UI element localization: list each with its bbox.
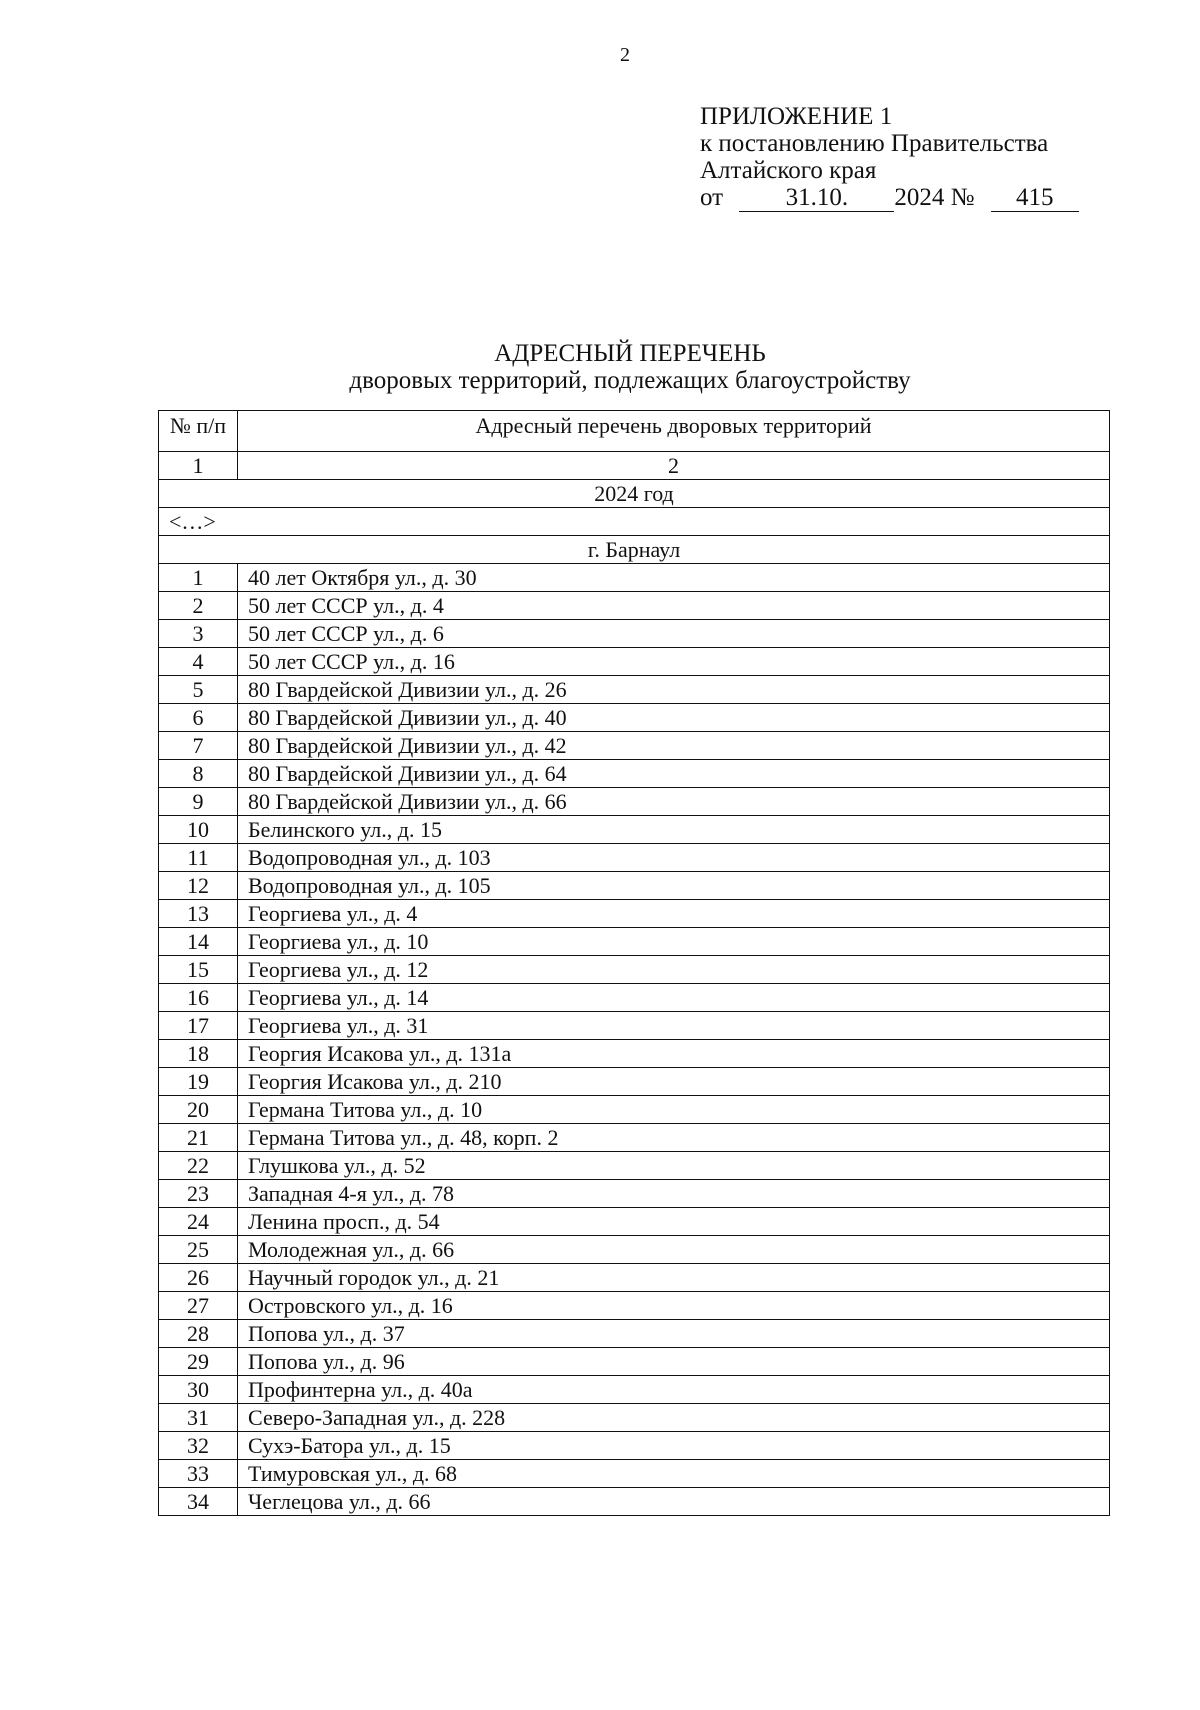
row-number: 30 <box>159 1376 238 1404</box>
table-row <box>159 1264 1110 1292</box>
appendix-title: ПРИЛОЖЕНИЕ 1 <box>700 103 893 130</box>
number-label: № <box>950 184 975 211</box>
row-address: Водопроводная ул., д. 105 <box>238 872 1110 900</box>
table-row <box>159 1376 1110 1404</box>
row-address: Водопроводная ул., д. 103 <box>238 844 1110 872</box>
row-address: Глушкова ул., д. 52 <box>238 1152 1110 1180</box>
table-row <box>159 1320 1110 1348</box>
appendix-line-2: Алтайского края <box>700 157 877 184</box>
row-number: 2 <box>159 592 238 620</box>
page-number: 2 <box>620 44 630 66</box>
table-row <box>159 1152 1110 1180</box>
row-number: 1 <box>159 564 238 592</box>
date-value: 31.10. <box>739 184 894 212</box>
table-row <box>159 564 1110 592</box>
city-cell: г. Барнаул <box>159 536 1110 564</box>
row-address: Германа Титова ул., д. 48, корп. 2 <box>238 1124 1110 1152</box>
table-row <box>159 928 1110 956</box>
row-number: 27 <box>159 1292 238 1320</box>
row-number: 26 <box>159 1264 238 1292</box>
row-address: 80 Гвардейской Дивизии ул., д. 64 <box>238 760 1110 788</box>
row-number: 15 <box>159 956 238 984</box>
year-cell: 2024 год <box>159 480 1110 508</box>
table-row <box>159 1040 1110 1068</box>
table-row <box>159 1488 1110 1516</box>
row-number: 4 <box>159 648 238 676</box>
row-number: 32 <box>159 1432 238 1460</box>
row-address: Попова ул., д. 96 <box>238 1348 1110 1376</box>
column-number-2: 2 <box>238 452 1110 480</box>
row-address: Георгиева ул., д. 31 <box>238 1012 1110 1040</box>
ellipsis-cell: <…> <box>159 508 1110 536</box>
document-subtitle: дворовых территорий, подлежащих благоустройству <box>349 367 911 394</box>
row-number: 28 <box>159 1320 238 1348</box>
row-address: Западная 4-я ул., д. 78 <box>238 1180 1110 1208</box>
table-row <box>159 592 1110 620</box>
document-title-block <box>0 340 1200 394</box>
table-row <box>159 872 1110 900</box>
row-address: 80 Гвардейской Дивизии ул., д. 40 <box>238 704 1110 732</box>
row-address: Георгиева ул., д. 14 <box>238 984 1110 1012</box>
table-row <box>159 1348 1110 1376</box>
table-row <box>159 956 1110 984</box>
year-row <box>159 480 1110 508</box>
row-number: 20 <box>159 1096 238 1124</box>
row-number: 16 <box>159 984 238 1012</box>
row-address: Сухэ-Батора ул., д. 15 <box>238 1432 1110 1460</box>
row-number: 19 <box>159 1068 238 1096</box>
row-address: 80 Гвардейской Дивизии ул., д. 66 <box>238 788 1110 816</box>
table-row <box>159 984 1110 1012</box>
address-table <box>158 410 1110 1516</box>
header-number: № п/п <box>159 411 238 452</box>
row-address: Германа Титова ул., д. 10 <box>238 1096 1110 1124</box>
row-number: 8 <box>159 760 238 788</box>
table-row <box>159 1096 1110 1124</box>
appendix-line-1: к постановлению Правительства <box>700 130 1049 157</box>
table-row <box>159 1068 1110 1096</box>
row-address: Белинского ул., д. 15 <box>238 816 1110 844</box>
row-number: 5 <box>159 676 238 704</box>
table-row <box>159 788 1110 816</box>
table-row <box>159 704 1110 732</box>
table-row <box>159 1124 1110 1152</box>
row-address: Георгиева ул., д. 4 <box>238 900 1110 928</box>
appendix-date-line <box>700 184 1079 212</box>
row-number: 18 <box>159 1040 238 1068</box>
table-row <box>159 844 1110 872</box>
row-number: 24 <box>159 1208 238 1236</box>
row-address: Георгия Исакова ул., д. 131а <box>238 1040 1110 1068</box>
row-number: 10 <box>159 816 238 844</box>
table-row <box>159 1292 1110 1320</box>
row-number: 14 <box>159 928 238 956</box>
row-address: 80 Гвардейской Дивизии ул., д. 26 <box>238 676 1110 704</box>
row-number: 3 <box>159 620 238 648</box>
table-row <box>159 760 1110 788</box>
appendix-block <box>700 103 1079 212</box>
row-address: Профинтерна ул., д. 40а <box>238 1376 1110 1404</box>
row-address: Островского ул., д. 16 <box>238 1292 1110 1320</box>
table-row <box>159 1460 1110 1488</box>
row-address: 40 лет Октября ул., д. 30 <box>238 564 1110 592</box>
row-address: Северо-Западная ул., д. 228 <box>238 1404 1110 1432</box>
table-row <box>159 620 1110 648</box>
row-number: 33 <box>159 1460 238 1488</box>
row-address: 50 лет СССР ул., д. 16 <box>238 648 1110 676</box>
from-label: от <box>700 184 724 211</box>
row-address: Георгия Исакова ул., д. 210 <box>238 1068 1110 1096</box>
row-address: Молодежная ул., д. 66 <box>238 1236 1110 1264</box>
year-value: 2024 <box>894 184 945 211</box>
row-address: 50 лет СССР ул., д. 4 <box>238 592 1110 620</box>
number-value: 415 <box>991 184 1079 212</box>
table-row <box>159 1236 1110 1264</box>
row-address: Попова ул., д. 37 <box>238 1320 1110 1348</box>
table-row <box>159 900 1110 928</box>
row-address: 80 Гвардейской Дивизии ул., д. 42 <box>238 732 1110 760</box>
row-number: 31 <box>159 1404 238 1432</box>
table-row <box>159 732 1110 760</box>
row-number: 13 <box>159 900 238 928</box>
row-number: 21 <box>159 1124 238 1152</box>
column-number-row <box>159 452 1110 480</box>
table-row <box>159 1404 1110 1432</box>
table-row <box>159 1180 1110 1208</box>
table-row <box>159 1208 1110 1236</box>
row-address: 50 лет СССР ул., д. 6 <box>238 620 1110 648</box>
column-number-1: 1 <box>159 452 238 480</box>
row-number: 11 <box>159 844 238 872</box>
document-title: АДРЕСНЫЙ ПЕРЕЧЕНЬ <box>494 340 766 367</box>
table-row <box>159 648 1110 676</box>
row-number: 17 <box>159 1012 238 1040</box>
row-address: Тимуровская ул., д. 68 <box>238 1460 1110 1488</box>
row-number: 7 <box>159 732 238 760</box>
table-row <box>159 676 1110 704</box>
ellipsis-row <box>159 508 1110 536</box>
row-number: 25 <box>159 1236 238 1264</box>
row-number: 29 <box>159 1348 238 1376</box>
header-address: Адресный перечень дворовых территорий <box>238 411 1110 452</box>
table-row <box>159 816 1110 844</box>
row-address: Чеглецова ул., д. 66 <box>238 1488 1110 1516</box>
row-address: Ленина просп., д. 54 <box>238 1208 1110 1236</box>
row-number: 23 <box>159 1180 238 1208</box>
row-number: 22 <box>159 1152 238 1180</box>
row-number: 6 <box>159 704 238 732</box>
table-row <box>159 1432 1110 1460</box>
row-address: Георгиева ул., д. 10 <box>238 928 1110 956</box>
row-address: Георгиева ул., д. 12 <box>238 956 1110 984</box>
row-address: Научный городок ул., д. 21 <box>238 1264 1110 1292</box>
city-row <box>159 536 1110 564</box>
row-number: 12 <box>159 872 238 900</box>
row-number: 9 <box>159 788 238 816</box>
table-row <box>159 1012 1110 1040</box>
row-number: 34 <box>159 1488 238 1516</box>
table-header-row <box>159 411 1110 452</box>
